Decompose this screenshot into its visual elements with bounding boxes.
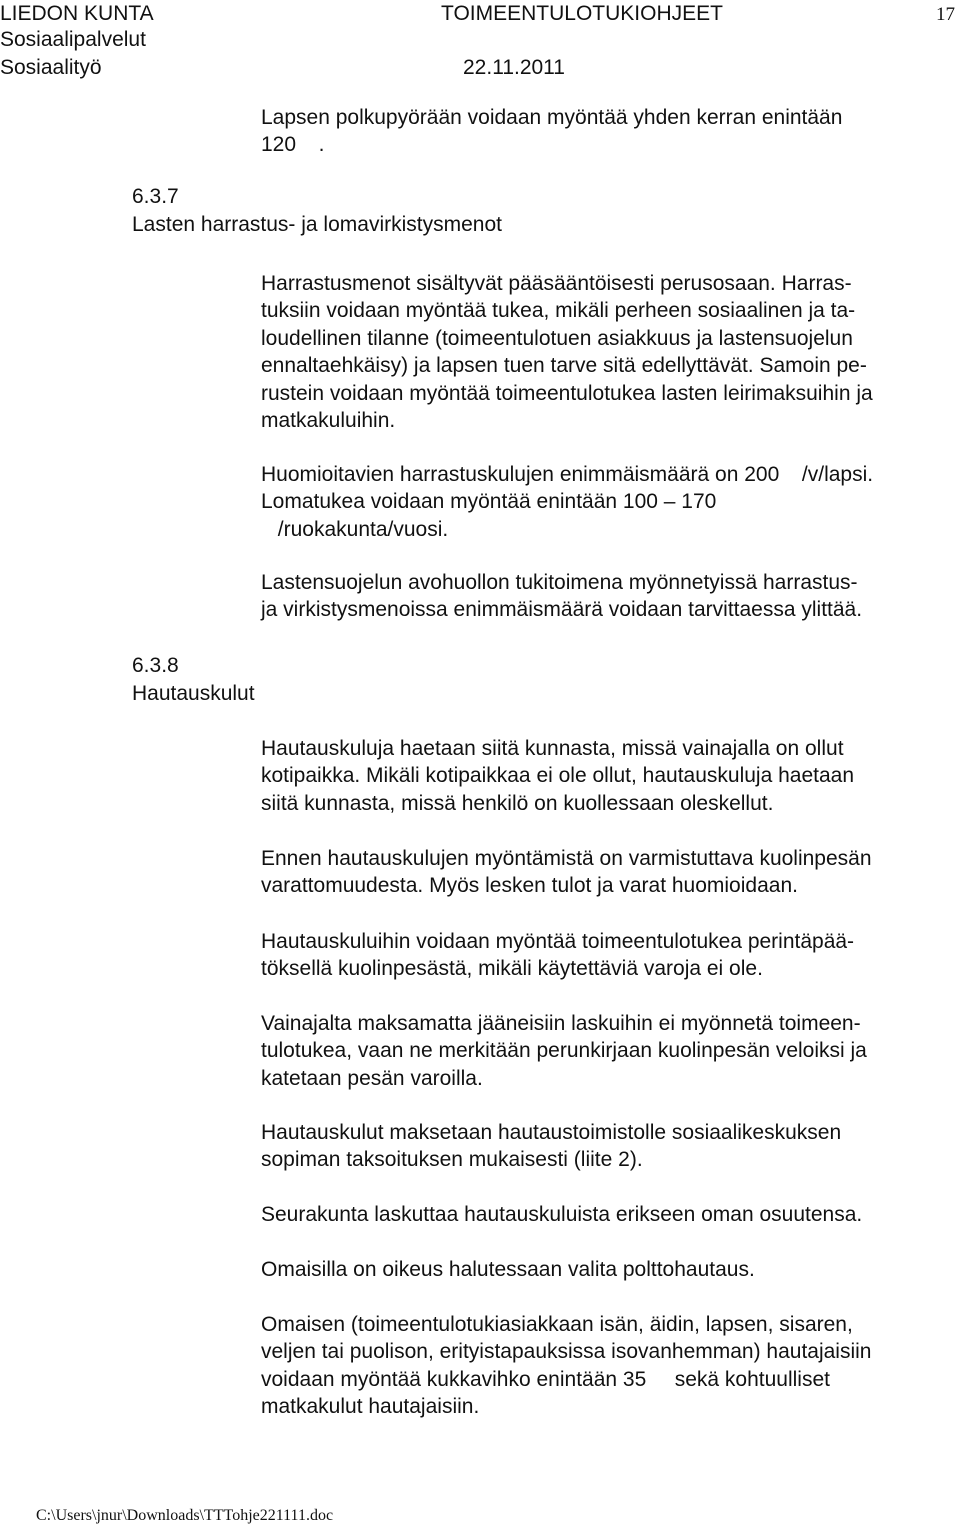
page-number: 17 — [936, 4, 955, 25]
section-6-3-7 — [132, 183, 502, 239]
text-line: rustein voidaan myöntää toimeentulotukea lasten leirimaksuihin ja — [261, 381, 873, 405]
paragraph-estate-check — [261, 845, 872, 900]
text-line: kotipaikka. Mikäli kotipaikkaa ei ole ollut, hautauskuluja haetaan — [261, 764, 855, 788]
paragraph-bicycle — [261, 104, 842, 159]
text-line: Omaisen (toimeentulotukiasiakkaan isän, äidin, lapsen, sisaren, — [261, 1313, 853, 1336]
paragraph-payment — [261, 1119, 841, 1174]
text-line: töksellä kuolinpesästä, mikäli käytettäviä varoja ei ole. — [261, 957, 763, 981]
text-line: varattomuudesta. Myös lesken tulot ja varat huomioidaan. — [261, 874, 798, 898]
text-line: sopiman taksoituksen mukaisesti (liite 2). — [261, 1148, 643, 1172]
paragraph-relatives — [261, 1311, 872, 1421]
paragraph-hobby-costs — [261, 270, 873, 434]
text-line: ja virkistysmenoissa enimmäismäärä voidaan tarvittaessa ylittää. — [261, 598, 863, 622]
text-line: 120 . — [261, 133, 325, 157]
header-org: LIEDON KUNTA — [0, 2, 154, 25]
header-dept: Sosiaalipalvelut — [0, 28, 146, 51]
text-line: siitä kunnasta, missä henkilö on kuollessaan oleskellut. — [261, 791, 774, 815]
paragraph-hobby-max — [261, 461, 873, 543]
paragraph-parish — [261, 1201, 862, 1228]
section-number: 6.3.8 — [132, 654, 179, 677]
text-line: Lastensuojelun avohuollon tukitoimena myönnetyissä harrastus- — [261, 571, 858, 594]
text-line: voidaan myöntää kukkavihko enintään 35  sekä kohtuulliset — [261, 1367, 830, 1391]
paragraph-recovery-decision — [261, 928, 854, 983]
header-date: 22.11.2011 — [463, 56, 565, 79]
header-doc-title: TOIMEENTULOTUKIOHJEET — [441, 2, 723, 25]
text-line: Lapsen polkupyörään voidaan myöntää yhden kerran enintään — [261, 106, 843, 129]
text-line: ennaltaehkäisy) ja lapsen tuen tarve sitä edellyttävät. Samoin pe- — [261, 354, 867, 378]
text-line: matkakulut hautajaisiin. — [261, 1395, 480, 1419]
text-line: Hautauskuluja haetaan siitä kunnasta, missä vainajalla on ollut — [261, 737, 844, 760]
text-line: Hautauskuluihin voidaan myöntää toimeentulotukea perintäpää- — [261, 930, 855, 953]
section-number: 6.3.7 — [132, 185, 179, 208]
text-line: katetaan pesän varoilla. — [261, 1066, 483, 1090]
text-line: Lomatukea voidaan myöntää enintään 100 – 170 — [261, 490, 717, 514]
text-line: tuksiin voidaan myöntää tukea, mikäli perheen sosiaalinen ja ta- — [261, 299, 856, 323]
text-line: Huomioitavien harrastuskulujen enimmäismäärä on 200 /v/lapsi. — [261, 463, 874, 486]
footer-file-path: C:\Users\jnur\Downloads\TTTohje221111.doc — [36, 1507, 334, 1524]
text-line: loudellinen tilanne (toimeentulotuen asiakkuus ja lastensuojelun — [261, 326, 853, 350]
section-6-3-8 — [132, 652, 255, 708]
section-title: Lasten harrastus- ja lomavirkistysmenot — [132, 213, 502, 236]
paragraph-child-welfare — [261, 569, 862, 624]
paragraph-unpaid-bills — [261, 1010, 867, 1092]
header-unit: Sosiaalityö — [0, 56, 102, 79]
paragraph-funeral-application — [261, 735, 854, 817]
section-title: Hautauskulut — [132, 682, 255, 705]
paragraph-cremation — [261, 1256, 755, 1283]
text-line: veljen tai puolison, erityistapauksissa isovanhemman) hautajaisiin — [261, 1340, 872, 1364]
text-line: Hautauskulut maksetaan hautaustoimistolle sosiaalikeskuksen — [261, 1121, 842, 1144]
text-line: tulotukea, vaan ne merkitään perunkirjaan kuolinpesän veloiksi ja — [261, 1039, 867, 1063]
text-line: Omaisilla on oikeus halutessaan valita polttohautaus. — [261, 1258, 755, 1281]
text-line: Vainajalta maksamatta jääneisiin laskuihin ei myönnetä toimeen- — [261, 1012, 861, 1035]
text-line: matkakuluihin. — [261, 409, 396, 433]
text-line: Seurakunta laskuttaa hautauskuluista erikseen oman osuutensa. — [261, 1203, 863, 1226]
text-line: /ruokakunta/vuosi. — [261, 517, 449, 541]
text-line: Ennen hautauskulujen myöntämistä on varmistuttava kuolinpesän — [261, 847, 872, 870]
text-line: Harrastusmenot sisältyvät pääsääntöisesti perusosaan. Harras- — [261, 272, 852, 295]
